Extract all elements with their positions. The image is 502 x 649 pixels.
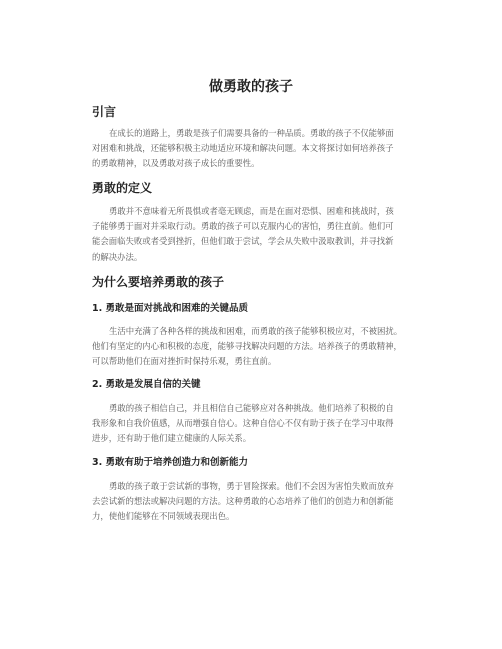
paragraph-line: 去尝试新的想法或解决问题的方法。这种勇敢的心态培养了他们的创造力和创新能 — [92, 496, 394, 507]
subsection-1-paragraph — [92, 324, 438, 370]
section-intro-paragraph — [92, 126, 438, 172]
paragraph-line: 勇敢的孩子敢于尝试新的事物，勇于冒险探索。他们不会因为害怕失败而放弃 — [109, 481, 394, 491]
subsection-2-paragraph — [92, 401, 438, 447]
paragraph-line: 的勇敢精神，以及勇敢对孩子成长的重要性。 — [92, 158, 260, 169]
paragraph-line: 力，使他们能够在不同领域表现出色。 — [92, 511, 235, 522]
paragraph-line: 对困难和挑战，还能够积极主动地适应环境和解决问题。本文将探讨如何培养孩子 — [92, 143, 394, 154]
subsection-heading-2: 2. 勇敢是发展自信的关键 — [92, 379, 201, 390]
paragraph-line: 可以帮助他们在面对挫折时保持乐观，勇往直前。 — [92, 356, 277, 367]
paragraph-line: 进步，还有助于他们建立健康的人际关系。 — [92, 433, 252, 444]
paragraph-line: 的解决办法。 — [92, 251, 143, 262]
paragraph-line: 在成长的道路上，勇敢是孩子们需要具备的一种品质。勇敢的孩子不仅能够面 — [109, 128, 394, 138]
section-heading-definition: 勇敢的定义 — [92, 181, 153, 195]
subsection-3-paragraph — [92, 479, 438, 525]
section-heading-why: 为什么要培养勇敢的孩子 — [92, 275, 225, 289]
section-definition-paragraph — [92, 204, 438, 265]
document-title: 做勇敢的孩子 — [209, 79, 293, 95]
paragraph-line: 勇敢并不意味着无所畏惧或者毫无顾虑，而是在面对恐惧、困难和挑战时，孩 — [109, 206, 394, 216]
paragraph-line: 勇敢的孩子相信自己，并且相信自己能够应对各种挑战。他们培养了积极的自 — [109, 403, 394, 413]
section-heading-intro: 引言 — [92, 105, 117, 119]
paragraph-line: 生活中充满了各种各样的挑战和困难，而勇敢的孩子能够积极应对，不被困扰。 — [109, 326, 403, 336]
subsection-heading-1: 1. 勇敢是面对挑战和困难的关键品质 — [92, 303, 249, 314]
paragraph-line: 我形象和自我价值感，从而增强自信心。这种自信心不仅有助于孩子在学习中取得 — [92, 418, 394, 429]
paragraph-line: 他们有坚定的内心和积极的态度，能够寻找解决问题的方法。培养孩子的勇敢精神， — [92, 341, 402, 352]
subsection-heading-3: 3. 勇敢有助于培养创造力和创新能力 — [92, 457, 249, 468]
paragraph-line: 能会面临失败或者受到挫折，但他们敢于尝试，学会从失败中汲取教训，并寻找新 — [92, 236, 394, 247]
paragraph-line: 子能够勇于面对并采取行动。勇敢的孩子可以克服内心的害怕，勇往直前。他们可 — [92, 221, 394, 232]
